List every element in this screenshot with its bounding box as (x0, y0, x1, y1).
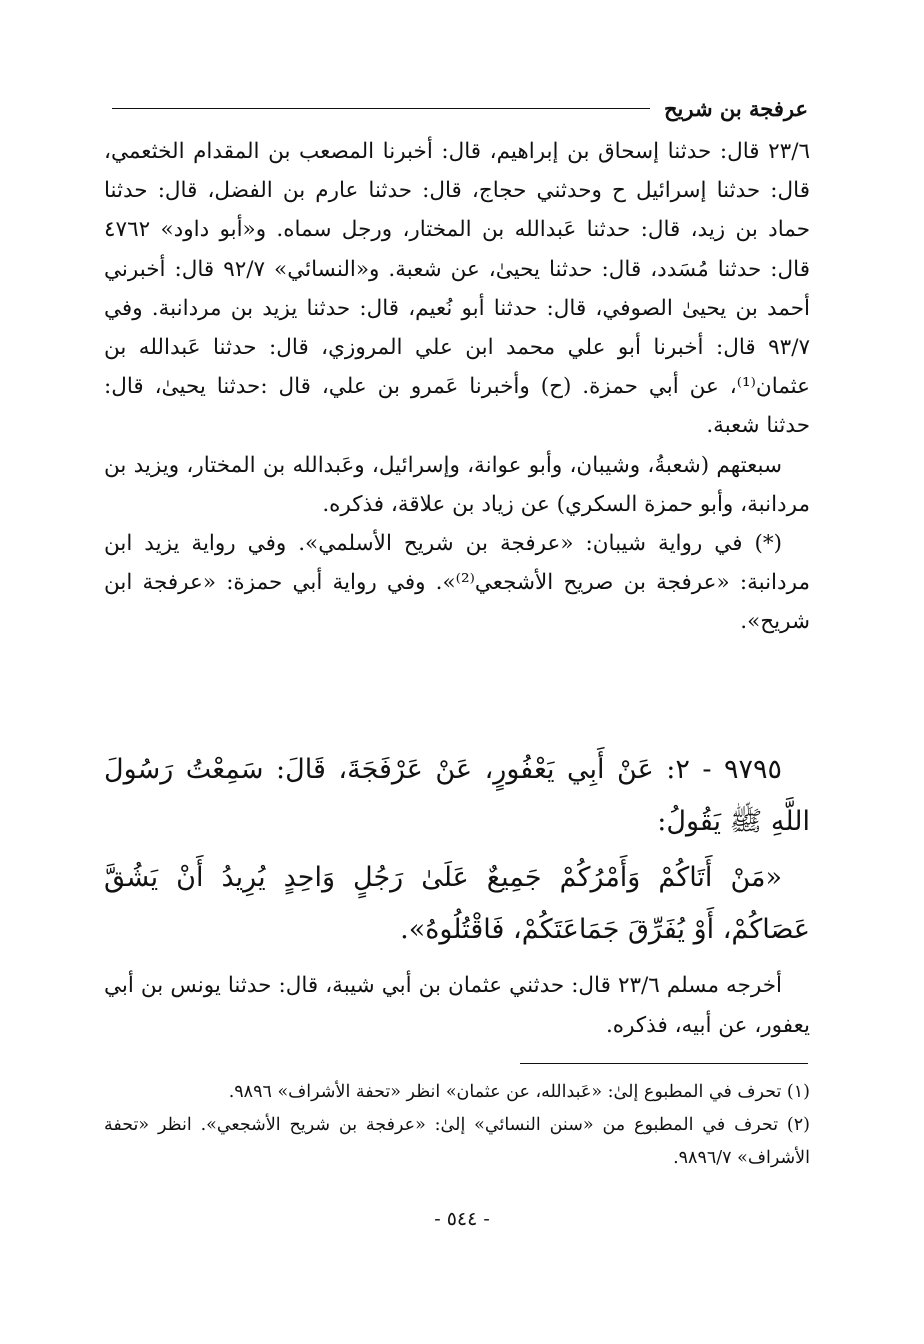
footnote-1: (١) تحرف في المطبوع إلىٰ: «عَبدالله، عن عثمان» انظر «تحفة الأشراف» ٩٨٩٦. (228, 1082, 810, 1102)
footnotes (104, 1076, 810, 1175)
footnote-rule (520, 1063, 808, 1064)
hadith-matn: «مَنْ أَتَاكُمْ وَأَمْرُكُمْ جَمِيعٌ عَلَىٰ رَجُلٍ وَاحِدٍ يُرِيدُ أَنْ يَشُقَّ عَصَاكُمْ، أَوْ يُفَرِّقَ جَمَاعَتَكُمْ، فَاقْتُلُوهُ». (104, 862, 810, 945)
hadith-block (104, 744, 810, 956)
header-rule (112, 108, 650, 109)
footnote-2: (٢) تحرف في المطبوع من «سنن النسائي» إلىٰ: «عرفجة بن شريح الأشجعي». انظر «تحفة الأشراف» ٩٨٩٦/٧. (104, 1115, 810, 1168)
takhrij-block (104, 966, 810, 1046)
page-number: - ٥٤٤ - (434, 1208, 490, 1230)
summary-paragraph: سبعتهم (شعبةُ، وشيبان، وأبو عوانة، وإسرائيل، وعَبدالله بن المختار، ويزيد بن مردانبة، وأبو حمزة السكري) عن زياد بن علاقة، فذكره. (104, 452, 810, 517)
note-paragraph: (*) في رواية شيبان: «عرفجة بن شريح الأسلمي». وفي رواية يزيد ابن مردانبة: «عرفجة بن صريح الأشجعي⁽²⁾». وفي رواية أبي حمزة: «عرفجة ابن شريح». (104, 531, 810, 635)
hadith-isnad: ٩٧٩٥ - ٢: عَنْ أَبِي يَعْفُورٍ، عَنْ عَرْفَجَةَ، قَالَ: سَمِعْتُ رَسُولَ اللَّهِ ﷺ يَقُولُ: (104, 754, 810, 837)
takhrij-paragraph: أخرجه مسلم ٢٣/٦ قال: حدثني عثمان بن أبي شيبة، قال: حدثنا يونس بن أبي يعفور، عن أبيه، فذكره. (104, 973, 810, 1038)
running-header (112, 88, 808, 128)
isnad-paragraph: ٢٣/٦ قال: حدثنا إسحاق بن إبراهيم، قال: أخبرنا المصعب بن المقدام الخثعمي، قال: حدثنا إسرائيل ح وحدثني حجاج، قال: حدثنا عارم بن الفضل، قال: حدثنا حماد بن زيد، قال: حدثنا عَبدالله بن المختار، ورجل سماه. و«أبو داود» ٤٧٦٢ قال: حدثنا مُسَدد، قال: حدثنا يحيىٰ، عن شعبة. و«النسائي» ٩٢/٧ قال: أخبرني أحمد بن يحيىٰ الصوفي، قال: حدثنا أبو نُعيم، قال: حدثنا يزيد بن مردانبة. وفي ٩٣/٧ قال: أخبرنا أبو علي محمد ابن علي المروزي، قال: حدثنا عَبدالله بن عثمان⁽¹⁾، عن أبي حمزة. (ح) وأخبرنا عَمرو بن علي، قال :حدثنا يحيىٰ، قال: حدثنا شعبة. (104, 139, 810, 439)
chain-of-narration-text (104, 132, 810, 642)
header-title: عرفجة بن شريح (663, 95, 808, 121)
